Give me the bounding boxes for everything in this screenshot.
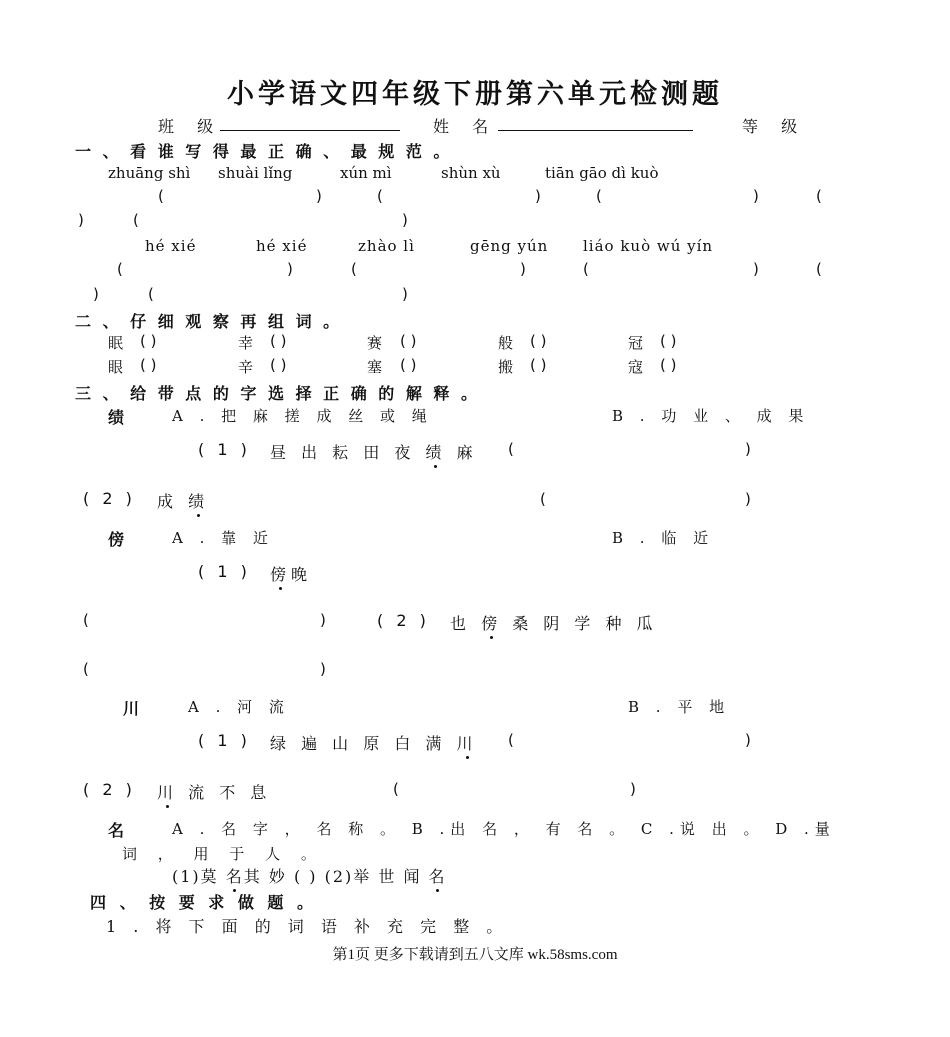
answer-paren: )	[78, 211, 84, 229]
section-1-heading: 一 、 看 谁 写 得 最 正 确 、 最 规 范 。	[75, 142, 453, 161]
answer-paren: )	[745, 490, 751, 508]
answer-paren: )	[753, 187, 759, 205]
answer-paren[interactable]: (	[377, 187, 383, 205]
dotted-char: 川	[157, 780, 178, 803]
answer-paren[interactable]: ( )	[270, 356, 287, 374]
answer-paren[interactable]: (	[540, 490, 546, 508]
option-a: A . 河 流	[188, 698, 290, 716]
answer-paren: )	[287, 260, 293, 278]
answer-paren[interactable]: ( )	[400, 332, 417, 350]
section-3-heading: 三 、 给 带 点 的 字 选 择 正 确 的 解 释 。	[75, 384, 480, 403]
word-char: 塞	[367, 358, 383, 376]
answer-paren: )	[320, 660, 326, 678]
answer-paren[interactable]: (	[393, 780, 399, 798]
option-list: A . 名 字 ， 名 称 。 B .出 名 ， 有 名 。 C .说 出 。 D .量	[172, 820, 836, 838]
answer-paren: )	[745, 731, 751, 749]
pinyin-item: shùn xù	[441, 164, 501, 182]
section-2-heading: 二 、 仔 细 观 察 再 组 词 。	[75, 312, 343, 331]
option-b: B . 功 业 、 成 果	[612, 407, 810, 425]
question-number: ( 2 )	[83, 780, 136, 799]
answer-paren[interactable]: (	[148, 285, 154, 303]
answer-paren: )	[320, 611, 326, 629]
word-char: 冠	[628, 334, 644, 352]
answer-paren: )	[316, 187, 322, 205]
answer-paren[interactable]: (	[816, 187, 822, 205]
question-text: 绿 遍 山 原 白 满 川	[270, 731, 478, 754]
answer-paren[interactable]: ( )	[530, 356, 547, 374]
answer-paren[interactable]: (	[508, 440, 514, 458]
answer-paren[interactable]: ( )	[400, 356, 417, 374]
dotted-char: 名	[226, 864, 244, 887]
pinyin-item: gēng yún	[470, 237, 549, 255]
answer-paren: )	[753, 260, 759, 278]
answer-paren[interactable]: (	[83, 611, 89, 629]
word-char: 赛	[367, 334, 383, 352]
target-char: 傍	[108, 530, 125, 549]
dotted-char: 绩	[425, 440, 446, 463]
dotted-char: 傍	[270, 562, 291, 585]
question-number: ( 2 )	[377, 611, 430, 630]
pinyin-item: zhào lì	[358, 237, 415, 255]
pinyin-item: liáo kuò wú yín	[583, 237, 714, 255]
question-text: 昼 出 耘 田 夜 绩 麻	[270, 440, 478, 463]
question-number: ( 1 )	[198, 731, 251, 750]
word-char: 搬	[498, 358, 514, 376]
option-b: B . 临 近	[612, 529, 715, 547]
answer-paren: )	[535, 187, 541, 205]
pinyin-item: hé xié	[256, 237, 308, 255]
answer-paren[interactable]: (	[583, 260, 589, 278]
question-number: ( 1 )	[198, 562, 251, 581]
answer-paren[interactable]: ( )	[270, 332, 287, 350]
pinyin-item: tiān gāo dì kuò	[545, 164, 659, 182]
answer-paren[interactable]: (	[508, 731, 514, 749]
pinyin-item: shuài lǐng	[218, 164, 293, 182]
answer-paren[interactable]: ( )	[660, 332, 677, 350]
question-text: 成 绩	[157, 489, 209, 512]
answer-paren: )	[93, 285, 99, 303]
answer-paren: )	[402, 211, 408, 229]
option-a: A . 靠 近	[172, 529, 274, 547]
answer-paren[interactable]: (	[117, 260, 123, 278]
dotted-char: 绩	[188, 489, 209, 512]
target-char: 川	[123, 699, 140, 718]
target-char: 名	[108, 821, 125, 840]
dotted-char: 名	[429, 864, 447, 887]
answer-paren[interactable]: (	[596, 187, 602, 205]
name-field[interactable]	[498, 112, 693, 131]
option-a: A . 把 麻 搓 成 丝 或 绳	[172, 407, 433, 425]
question-number: ( 2 )	[83, 489, 136, 508]
answer-paren[interactable]: ( )	[530, 332, 547, 350]
answer-paren[interactable]: ( )	[140, 356, 157, 374]
page-footer: 第1页 更多下载请到五八文库 wk.58sms.com	[332, 947, 618, 963]
answer-paren[interactable]: (	[158, 187, 164, 205]
dotted-char: 傍	[481, 611, 502, 634]
pinyin-item: xún mì	[340, 164, 392, 182]
answer-paren: )	[630, 780, 636, 798]
word-char: 眠	[108, 334, 124, 352]
answer-paren: )	[745, 440, 751, 458]
name-label: 姓 名	[433, 117, 498, 136]
question-text: 傍晚	[270, 562, 312, 585]
word-char: 辛	[238, 358, 254, 376]
section-4-heading: 四 、 按 要 求 做 题 。	[90, 893, 317, 912]
answer-paren[interactable]: ( )	[140, 332, 157, 350]
word-char: 寇	[628, 358, 644, 376]
answer-paren: )	[402, 285, 408, 303]
answer-paren[interactable]: (	[816, 260, 822, 278]
option-list: 词 ， 用 于 人 。	[122, 845, 324, 863]
question-number: ( 1 )	[198, 440, 251, 459]
pinyin-item: zhuāng shì	[108, 164, 191, 182]
section-4-item: 1 . 将 下 面 的 词 语 补 充 完 整 。	[106, 917, 509, 936]
answer-paren[interactable]: (	[351, 260, 357, 278]
answer-paren: )	[520, 260, 526, 278]
target-char: 绩	[108, 408, 125, 427]
word-char: 眼	[108, 358, 124, 376]
question-text: 川 流 不 息	[157, 780, 271, 803]
class-field[interactable]	[220, 112, 400, 131]
question-text: 也 傍 桑 阴 学 种 瓜	[450, 611, 658, 634]
answer-paren[interactable]: ( )	[660, 356, 677, 374]
page-title: 小学语文四年级下册第六单元检测题	[227, 79, 723, 110]
question-text: (1)莫 名其 妙 ( ) (2)举 世 闻 名	[172, 864, 447, 887]
pinyin-item: hé xié	[145, 237, 197, 255]
grade-label: 等 级	[742, 117, 807, 136]
dotted-char: 川	[457, 731, 478, 754]
word-char: 幸	[238, 334, 254, 352]
option-b: B . 平 地	[628, 698, 731, 716]
class-label: 班 级	[158, 117, 223, 136]
answer-paren[interactable]: (	[83, 660, 89, 678]
word-char: 般	[498, 334, 514, 352]
answer-paren[interactable]: (	[133, 211, 139, 229]
